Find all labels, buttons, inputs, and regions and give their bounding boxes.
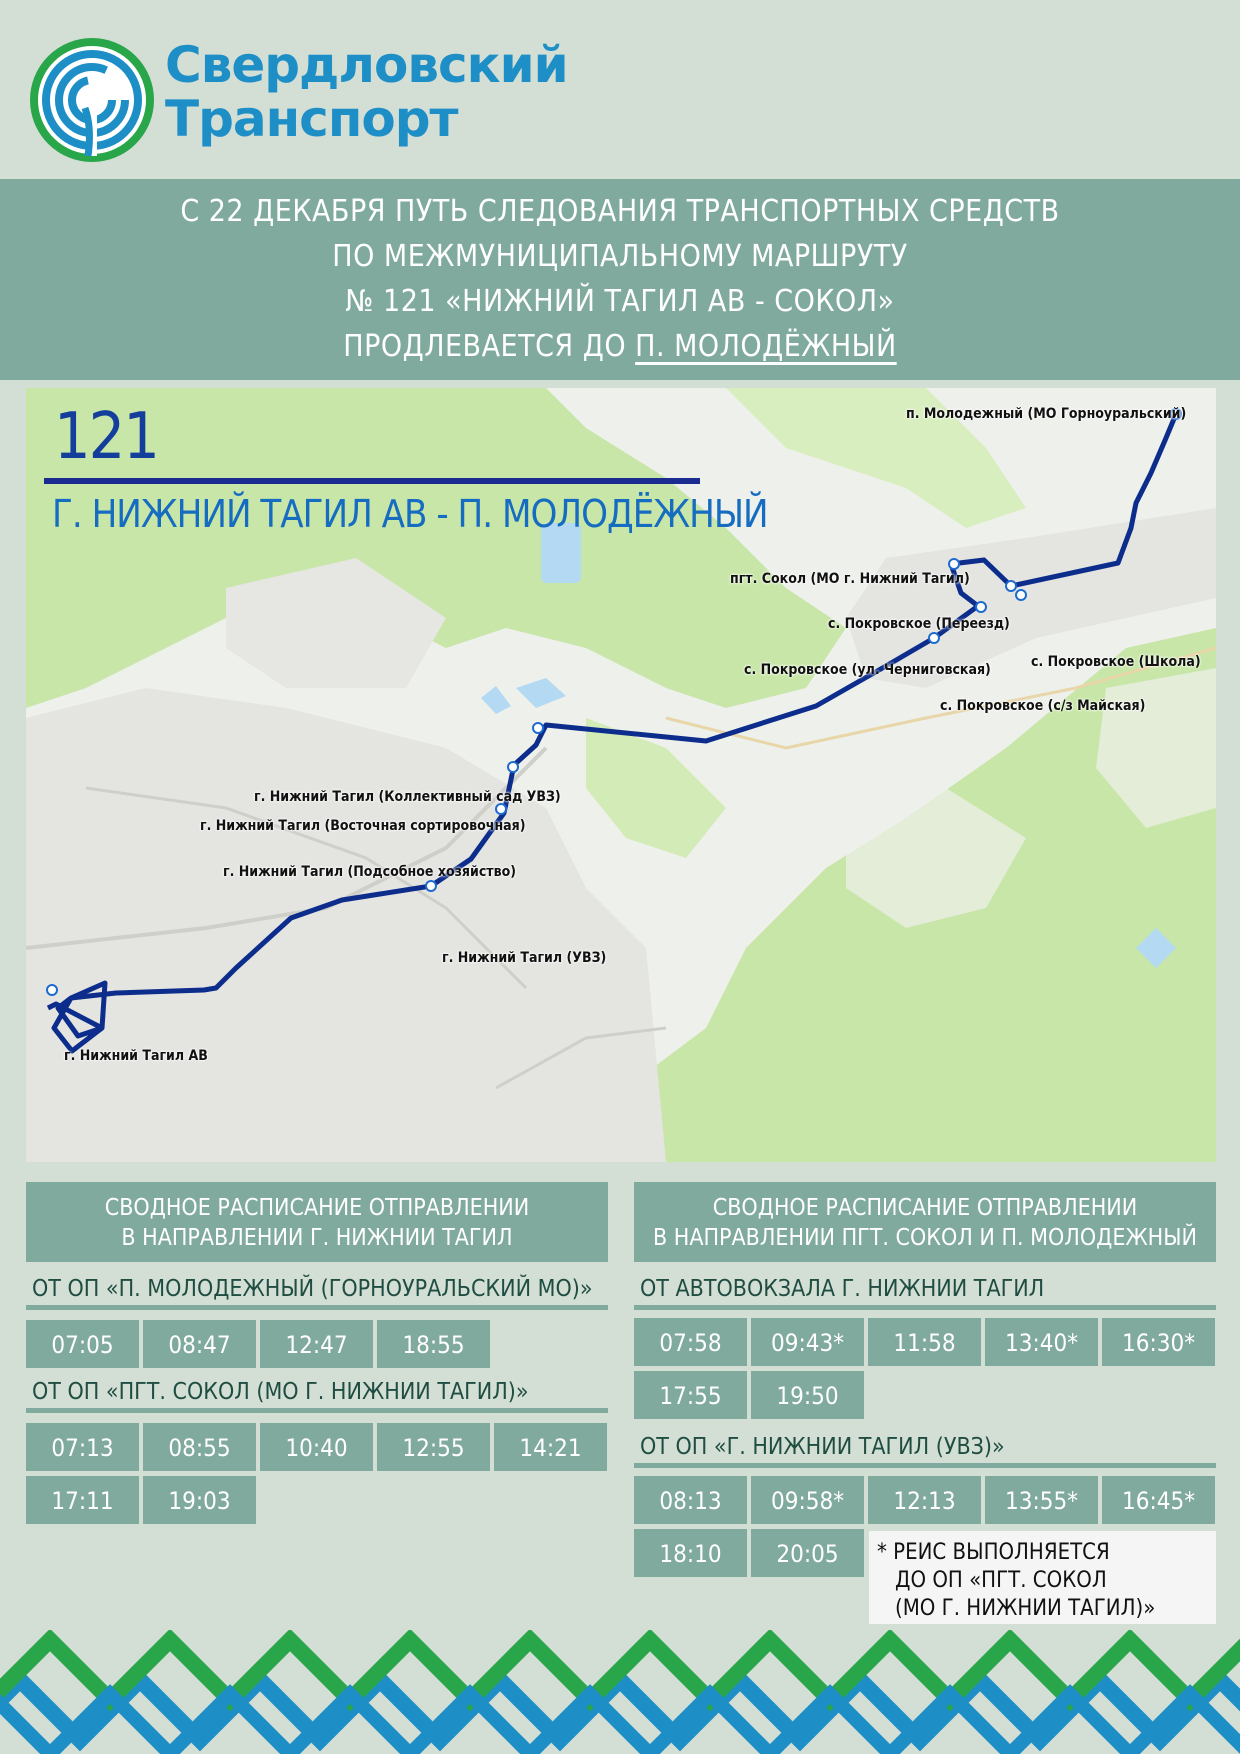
stop-label: с. Покровское (ул. Черниговская)	[744, 662, 991, 678]
banner-line1: С 22 ДЕКАБРЯ ПУТЬ СЛЕДОВАНИЯ ТРАНСПОРТНЫХ СРЕДСТВ	[180, 194, 1060, 229]
banner-line4-prefix: ПРОДЛЕВАЕТСЯ ДО	[343, 329, 636, 364]
banner-line3: № 121 «НИЖНИЙ ТАГИЛ АВ - СОКОЛ»	[345, 284, 895, 319]
logo-icon	[30, 38, 155, 163]
departure-time: 12:47	[260, 1320, 373, 1368]
departure-time: 08:55	[143, 1423, 256, 1471]
departure-time: 20:05	[751, 1529, 864, 1577]
stop-label: г. Нижний Тагил (Подсобное хозяйство)	[223, 864, 516, 880]
departure-time: 07:58	[634, 1318, 747, 1366]
schedule-header-line1: СВОДНОЕ РАСПИСАНИЕ ОТПРАВЛЕНИИ	[104, 1195, 530, 1221]
stop-label: г. Нижний Тагил (Коллективный сад УВЗ)	[254, 789, 561, 805]
stop-label: с. Покровское (Школа)	[1031, 654, 1201, 670]
departure-point-label: ОТ АВТОВОКЗАЛА Г. НИЖНИИ ТАГИЛ	[634, 1276, 1216, 1310]
schedule-header-to-sokol	[634, 1182, 1216, 1262]
announcement-banner	[0, 179, 1240, 380]
departure-time: 12:55	[377, 1423, 490, 1471]
banner-destination: П. МОЛОДЁЖНЫЙ	[635, 329, 897, 364]
timetable-grid	[26, 1320, 607, 1368]
stop-label: пгт. Сокол (МО г. Нижний Тагил)	[730, 571, 970, 587]
departure-time: 14:21	[494, 1423, 607, 1471]
route-name: Г. НИЖНИЙ ТАГИЛ АВ - П. МОЛОДЁЖНЫЙ	[52, 492, 768, 536]
departure-time: 09:58*	[751, 1476, 864, 1524]
schedule-header-line2: В НАПРАВЛЕНИИ ПГТ. СОКОЛ И П. МОЛОДЕЖНЫЙ	[653, 1225, 1197, 1251]
stop-label: с. Покровское (Переезд)	[828, 616, 1010, 632]
departure-time: 08:13	[634, 1476, 747, 1524]
stop-label: с. Покровское (с/з Майская)	[940, 698, 1146, 714]
stop-label: г. Нижний Тагил АВ	[64, 1048, 208, 1064]
departure-time: 19:03	[143, 1476, 256, 1524]
footnote-line1: * РЕИС ВЫПОЛНЯЕТСЯ	[877, 1540, 1110, 1565]
logo-text	[165, 38, 568, 146]
schedule-header-line1: СВОДНОЕ РАСПИСАНИЕ ОТПРАВЛЕНИИ	[712, 1195, 1138, 1221]
departure-time: 18:10	[634, 1529, 747, 1577]
departure-time: 17:11	[26, 1476, 139, 1524]
banner-line2: ПО МЕЖМУНИЦИПАЛЬНОМУ МАРШРУТУ	[332, 239, 908, 274]
stop-label: п. Молодежный (МО Горноуральский)	[906, 406, 1187, 422]
departure-point-label: ОТ ОП «ПГТ. СОКОЛ (МО Г. НИЖНИИ ТАГИЛ)»	[26, 1379, 608, 1413]
route-number: 121	[54, 400, 158, 474]
departure-time: 07:05	[26, 1320, 139, 1368]
departure-time: 17:55	[634, 1371, 747, 1419]
departure-point-label: ОТ ОП «П. МОЛОДЕЖНЫЙ (ГОРНОУРАЛЬСКИЙ МО)»	[26, 1276, 608, 1310]
departure-time: 18:55	[377, 1320, 490, 1368]
logo-line1: Свердловский	[165, 36, 568, 94]
stop-label: г. Нижний Тагил (УВЗ)	[442, 950, 607, 966]
departure-time: 16:30*	[1102, 1318, 1215, 1366]
departure-time: 19:50	[751, 1371, 864, 1419]
schedule-header-to-tagil	[26, 1182, 608, 1262]
departure-time: 10:40	[260, 1423, 373, 1471]
schedule-header-line2: В НАПРАВЛЕНИИ Г. НИЖНИИ ТАГИЛ	[121, 1225, 513, 1251]
departure-time: 16:45*	[1102, 1476, 1215, 1524]
logo-line2: Транспорт	[165, 90, 458, 148]
brand-logo	[30, 38, 590, 163]
footnote-line3: (МО Г. НИЖНИИ ТАГИЛ)»	[895, 1596, 1156, 1621]
route-title-underline	[44, 478, 700, 484]
footnote-box	[869, 1531, 1216, 1624]
departure-time: 09:43*	[751, 1318, 864, 1366]
decorative-wave-ornament	[0, 1630, 1240, 1754]
departure-time: 12:13	[868, 1476, 981, 1524]
timetable-grid	[26, 1423, 607, 1524]
timetable-grid	[634, 1318, 1215, 1419]
departure-time: 07:13	[26, 1423, 139, 1471]
departure-time: 13:40*	[985, 1318, 1098, 1366]
departure-time: 11:58	[868, 1318, 981, 1366]
departure-time: 08:47	[143, 1320, 256, 1368]
route-map	[26, 388, 1216, 1162]
footnote-line2: ДО ОП «ПГТ. СОКОЛ	[895, 1568, 1107, 1593]
stop-label: г. Нижний Тагил (Восточная сортировочная)	[200, 818, 526, 834]
departure-point-label: ОТ ОП «Г. НИЖНИИ ТАГИЛ (УВЗ)»	[634, 1434, 1216, 1468]
departure-time: 13:55*	[985, 1476, 1098, 1524]
banner-line4	[0, 324, 1240, 369]
